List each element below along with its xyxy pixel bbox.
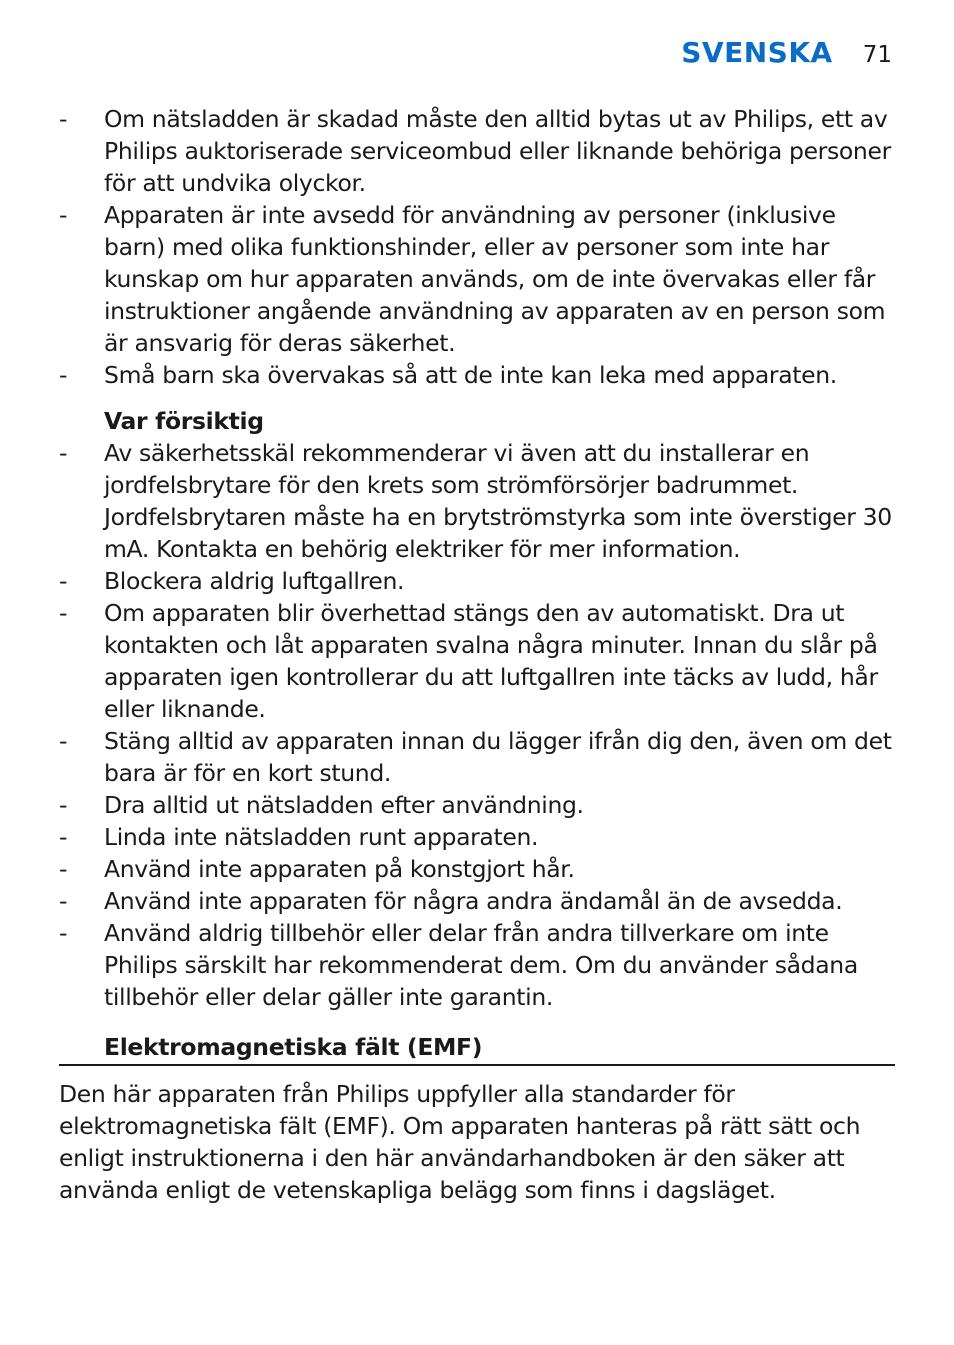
list-item [0, 565, 954, 597]
list-item-text: Dra alltid ut nätsladden efter användning. [104, 791, 584, 819]
bullet-dash: - [59, 823, 68, 851]
bullet-dash: - [59, 855, 68, 883]
list-item [0, 789, 954, 821]
section-divider [59, 1064, 895, 1066]
caution-list [0, 437, 954, 1013]
bullet-dash: - [59, 439, 68, 467]
bullet-dash: - [59, 727, 68, 755]
caution-heading: Var försiktig [104, 407, 264, 435]
bullet-dash: - [59, 361, 68, 389]
list-item [0, 853, 954, 885]
list-item [0, 821, 954, 853]
list-item-text: Blockera aldrig luftgallren. [104, 567, 405, 595]
list-item-text: Använd aldrig tillbehör eller delar från andra tillverkare om inte Philips särskilt har rekommenderat dem. Om du använder sådana tillbehör eller delar gäller inte garantin. [104, 919, 858, 1011]
bullet-dash: - [59, 887, 68, 915]
list-item-text: Små barn ska övervakas så att de inte kan leka med apparaten. [104, 361, 837, 389]
list-item [0, 437, 954, 565]
list-item-text: Apparaten är inte avsedd för användning av personer (inklusive barn) med olika funktionshinder, eller av personer som inte har kunskap om hur apparaten används, om de inte övervakas eller får instruktioner angående användning av apparaten av en person som är ansvarig för deras säkerhet. [104, 201, 886, 357]
list-item [0, 359, 954, 391]
bullet-dash: - [59, 105, 68, 133]
list-item [0, 103, 954, 199]
bullet-dash: - [59, 201, 68, 229]
bullet-dash: - [59, 567, 68, 595]
language-label: SVENSKA [681, 36, 833, 69]
bullet-dash: - [59, 791, 68, 819]
list-item [0, 199, 954, 359]
page-number: 71 [862, 42, 892, 68]
bullet-dash: - [59, 919, 68, 947]
page-header [681, 36, 892, 69]
list-item-text: Stäng alltid av apparaten innan du lägger ifrån dig den, även om det bara är för en kort stund. [104, 727, 892, 787]
list-item [0, 885, 954, 917]
list-item-text: Om nätsladden är skadad måste den alltid bytas ut av Philips, ett av Philips auktoriserade serviceombud eller liknande behöriga personer för att undvika olyckor. [104, 105, 891, 197]
list-item-text: Om apparaten blir överhettad stängs den av automatiskt. Dra ut kontakten och låt apparaten svalna några minuter. Innan du slår på apparaten igen kontrollerar du att luftgallren inte täcks av ludd, hår eller liknande. [104, 599, 878, 723]
list-item-text: Använd inte apparaten på konstgjort hår. [104, 855, 575, 883]
list-item-text: Av säkerhetsskäl rekommenderar vi även att du installerar en jordfelsbrytare för den krets som strömförsörjer badrummet. Jordfelsbrytaren måste ha en brytströmstyrka som inte överstiger 30 mA. Kontakta en behörig elektriker för mer information. [104, 439, 892, 563]
safety-list [0, 103, 954, 391]
list-item-text: Linda inte nätsladden runt apparaten. [104, 823, 539, 851]
list-item [0, 597, 954, 725]
bullet-dash: - [59, 599, 68, 627]
emf-paragraph: Den här apparaten från Philips uppfyller alla standarder för elektromagnetiska fält (EMF). Om apparaten hanteras på rätt sätt och enligt instruktionerna i den här användarhandboken är den säker att använda enligt de vetenskapliga belägg som finns i dagsläget. [59, 1080, 861, 1204]
list-item-text: Använd inte apparaten för några andra ändamål än de avsedda. [104, 887, 843, 915]
emf-heading: Elektromagnetiska fält (EMF) [104, 1033, 483, 1061]
page-content [0, 103, 954, 1206]
list-item [0, 917, 954, 1013]
list-item [0, 725, 954, 789]
